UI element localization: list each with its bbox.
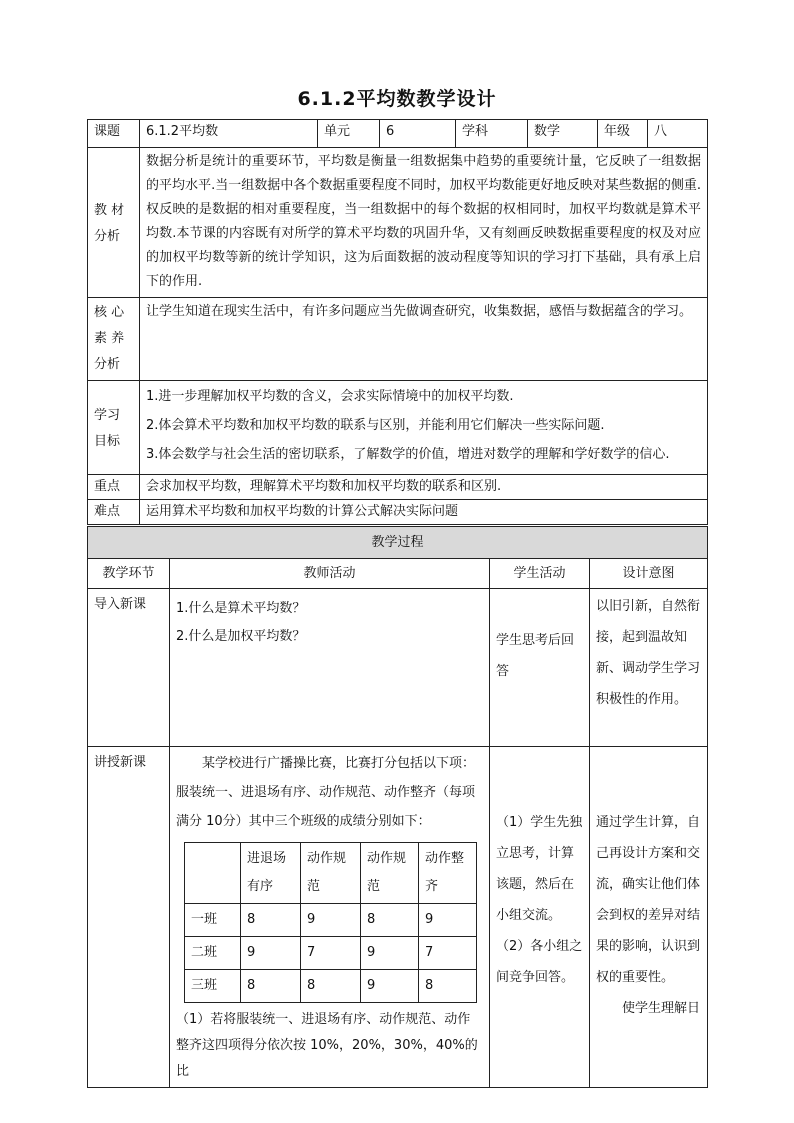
intro-question: 1.什么是算术平均数？ <box>176 601 306 616</box>
process-column-headers <box>88 559 708 589</box>
score-cell: 9 <box>301 904 361 937</box>
lecture-question: （1）若将服装统一、进退场有序、动作规范、动作整齐这四项得分依次按 10%，20%，30%，40%的比 <box>176 1012 478 1079</box>
intro-question: 2.什么是加权平均数？ <box>176 629 306 644</box>
score-cell: 8 <box>241 970 301 1003</box>
unit-label: 单元 <box>318 120 380 148</box>
intent-text: 通过学生计算，自己再设计方案和交流，确实让他们体会到权的差异对结果的影响，认识到权的重要性。 <box>596 815 701 985</box>
intro-row <box>88 589 708 747</box>
score-cell: 三班 <box>185 970 241 1003</box>
lecture-row <box>88 747 708 1088</box>
score-cell: 8 <box>361 904 419 937</box>
core-text: 让学生知道在现实生活中，有许多问题应当先做调查研究，收集数据，感悟与数据蕴含的学习。 <box>140 298 708 381</box>
intent-tail: 使学生理解日 <box>622 1001 701 1016</box>
score-header: 动作规范 <box>301 843 361 904</box>
goals-row <box>88 381 708 475</box>
course-label: 课题 <box>88 120 140 148</box>
core-label: 核 心 素 养 分析 <box>88 298 140 381</box>
score-header: 动作整齐 <box>419 843 477 904</box>
course-row <box>88 120 708 148</box>
score-row <box>185 937 477 970</box>
score-cell: 8 <box>419 970 477 1003</box>
intro-student: 学生思考后回答 <box>490 589 590 747</box>
subject-label: 学科 <box>456 120 528 148</box>
score-header <box>185 843 241 904</box>
key-text: 会求加权平均数，理解算术平均数和加权平均数的联系和区别. <box>140 475 708 500</box>
score-cell: 二班 <box>185 937 241 970</box>
goals-label: 学习 目标 <box>88 381 140 475</box>
score-header-row <box>185 843 477 904</box>
lesson-info-table <box>87 119 708 525</box>
lecture-problem: 某学校进行广播操比赛，比赛打分包括以下项：服装统一、进退场有序、动作规范、动作整齐（每项满分 10分）其中三个班级的成绩分别如下： <box>176 756 476 829</box>
column-header: 教学环节 <box>88 559 170 589</box>
score-cell: 7 <box>419 937 477 970</box>
goal-item: 3.体会数学与社会生活的密切联系，了解数学的价值，增进对数学的理解和学好数学的信心. <box>146 447 670 462</box>
difficulty-row <box>88 500 708 525</box>
score-header: 进退场有序 <box>241 843 301 904</box>
score-cell: 7 <box>301 937 361 970</box>
course-value: 6.1.2平均数 <box>140 120 318 148</box>
key-label: 重点 <box>88 475 140 500</box>
intro-intent: 以旧引新，自然衔接，起到温故知新、调动学生学习积极性的作用。 <box>590 589 708 747</box>
score-cell: 9 <box>361 937 419 970</box>
column-header: 设计意图 <box>590 559 708 589</box>
lecture-student <box>490 747 590 1088</box>
teaching-process-table <box>87 526 708 1088</box>
score-row <box>185 970 477 1003</box>
grade-label: 年级 <box>598 120 648 148</box>
page-title: 6.1.2平均数教学设计 <box>297 88 497 110</box>
column-header: 学生活动 <box>490 559 590 589</box>
score-cell: 8 <box>301 970 361 1003</box>
material-label: 教 材 分析 <box>88 148 140 298</box>
difficulty-text: 运用算术平均数和加权平均数的计算公式解决实际问题 <box>140 500 708 525</box>
material-text: 数据分析是统计的重要环节，平均数是衡量一组数据集中趋势的重要统计量，它反映了一组数据的平均水平.当一组数据中各个数据重要程度不同时，加权平均数能更好地反映对某些数据的侧重.权反映的是数据的相对重要程度，当一组数据中的每个数据的权相同时，加权平均数就是算术平均数.本节课的内容既有对所学的算术平均数的巩固升华，又有刻画反映数据重要程度的权及对应的加权平均数等新的统计学知识，这为后面数据的波动程度等知识的学习打下基础，具有承上启下的作用. <box>140 148 708 298</box>
score-table <box>184 842 477 1003</box>
score-cell: 一班 <box>185 904 241 937</box>
score-cell: 9 <box>241 937 301 970</box>
intro-stage: 导入新课 <box>88 589 170 747</box>
core-row <box>88 298 708 381</box>
score-cell: 9 <box>419 904 477 937</box>
grade-value: 八 <box>648 120 708 148</box>
lecture-stage: 讲授新课 <box>88 747 170 1088</box>
difficulty-label: 难点 <box>88 500 140 525</box>
student-activity: （2）各小组之间竞争回答。 <box>496 939 583 985</box>
student-activity: （1）学生先独立思考，计算该题，然后在小组交流。 <box>496 815 583 923</box>
process-heading-row <box>88 527 708 559</box>
process-heading: 教学过程 <box>88 527 708 559</box>
lecture-teacher <box>170 747 490 1088</box>
goal-item: 1.进一步理解加权平均数的含义，会求实际情境中的加权平均数. <box>146 389 514 404</box>
score-row <box>185 904 477 937</box>
column-header: 教师活动 <box>170 559 490 589</box>
subject-value: 数学 <box>528 120 598 148</box>
goals-list <box>140 381 708 475</box>
unit-value: 6 <box>380 120 456 148</box>
lecture-intent <box>590 747 708 1088</box>
intro-teacher <box>170 589 490 747</box>
key-row <box>88 475 708 500</box>
goal-item: 2.体会算术平均数和加权平均数的联系与区别，并能利用它们解决一些实际问题. <box>146 418 605 433</box>
score-cell: 8 <box>241 904 301 937</box>
material-row <box>88 148 708 298</box>
score-header: 动作规范 <box>361 843 419 904</box>
score-cell: 9 <box>361 970 419 1003</box>
